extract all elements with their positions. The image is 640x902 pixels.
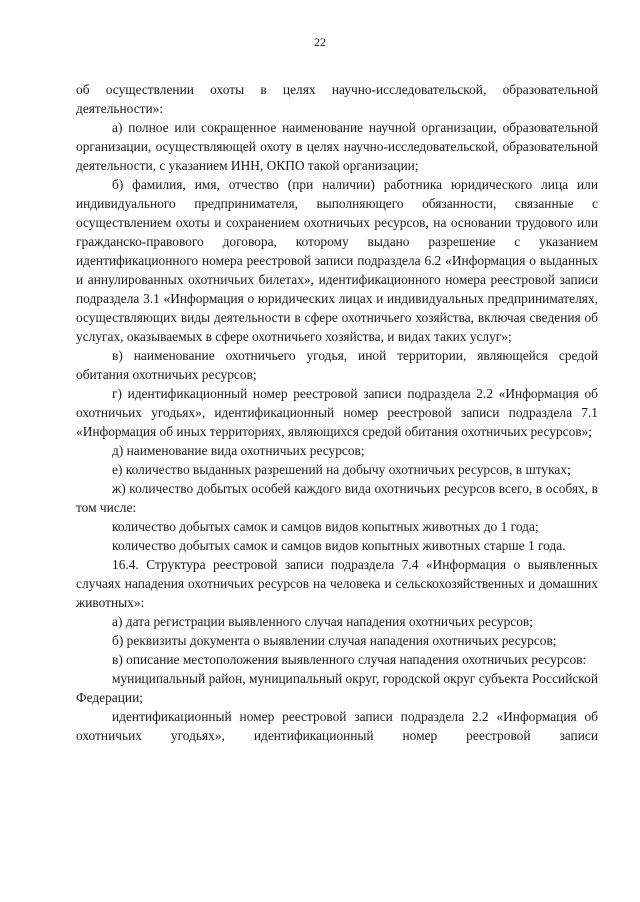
paragraph: а) дата регистрации выявленного случая нападения охотничьих ресурсов; <box>112 614 533 629</box>
paragraph: идентификационный номер реестровой записи подраздела 2.2 «Информация об охотничьих угодьях», идентификационный номер реестровой записи <box>76 709 598 743</box>
paragraph: в) описание местоположения выявленного случая нападения охотничьих ресурсов: <box>112 652 587 667</box>
paragraph: а) полное или сокращенное наименование научной организации, образовательной организации, осуществляющей охоту в целях научно-исследовательской, образовательной деятельности, с указанием ИНН, ОКПО такой организации; <box>76 120 598 173</box>
paragraph: г) идентификационный номер реестровой записи подраздела 2.2 «Информация об охотничьих угодьях», идентификационный номер реестровой записи подраздела 7.1 «Информация об иных территориях, являющихся средой обитания охотничьих ресурсов»; <box>76 386 598 439</box>
paragraph: б) фамилия, имя, отчество (при наличии) работника юридического лица или индивидуального предпринимателя, выполняющего обязанности, связанные с осуществлением охоты и сохранением охотничьих ресурсов, на основании трудового или гражданско-правового договора, которому выдано разрешение с указанием идентификационного номера реестровой записи подраздела 6.2 «Информация о выданных и аннулированных охотничьих билетах», идентификационного номера реестровой записи подраздела 3.1 «Информация о юридических лицах и индивидуальных предпринимателях, осуществляющих виды деятельности в сфере охотничьего хозяйства, включая сведения об услугах, оказываемых в сфере охотничьего хозяйства, и видах таких услуг»; <box>76 177 598 344</box>
paragraph: 16.4. Структура реестровой записи подраздела 7.4 «Информация о выявленных случаях нападения охотничьих ресурсов на человека и сельскохозяйственных и домашних животных»: <box>76 557 598 610</box>
paragraph: ж) количество добытых особей каждого вида охотничьих ресурсов всего, в особях, в том числе: <box>76 481 598 515</box>
paragraph: об осуществлении охоты в целях научно-исследовательской, образовательной деятельности»: <box>76 82 598 116</box>
paragraph: е) количество выданных разрешений на добычу охотничьих ресурсов, в штуках; <box>112 462 571 477</box>
paragraph: количество добытых самок и самцов видов копытных животных до 1 года; <box>112 519 539 534</box>
paragraph: в) наименование охотничьего угодья, иной территории, являющейся средой обитания охотничьих ресурсов; <box>76 348 598 382</box>
paragraph: д) наименование вида охотничьих ресурсов; <box>112 443 365 458</box>
paragraph: муниципальный район, муниципальный округ, городской округ субъекта Российской Федерации; <box>76 671 598 705</box>
document-body <box>76 80 598 745</box>
page-number: 22 <box>314 35 326 49</box>
paragraph: количество добытых самок и самцов видов копытных животных старше 1 года. <box>112 538 566 553</box>
paragraph: б) реквизиты документа о выявлении случая нападения охотничьих ресурсов; <box>112 633 557 648</box>
